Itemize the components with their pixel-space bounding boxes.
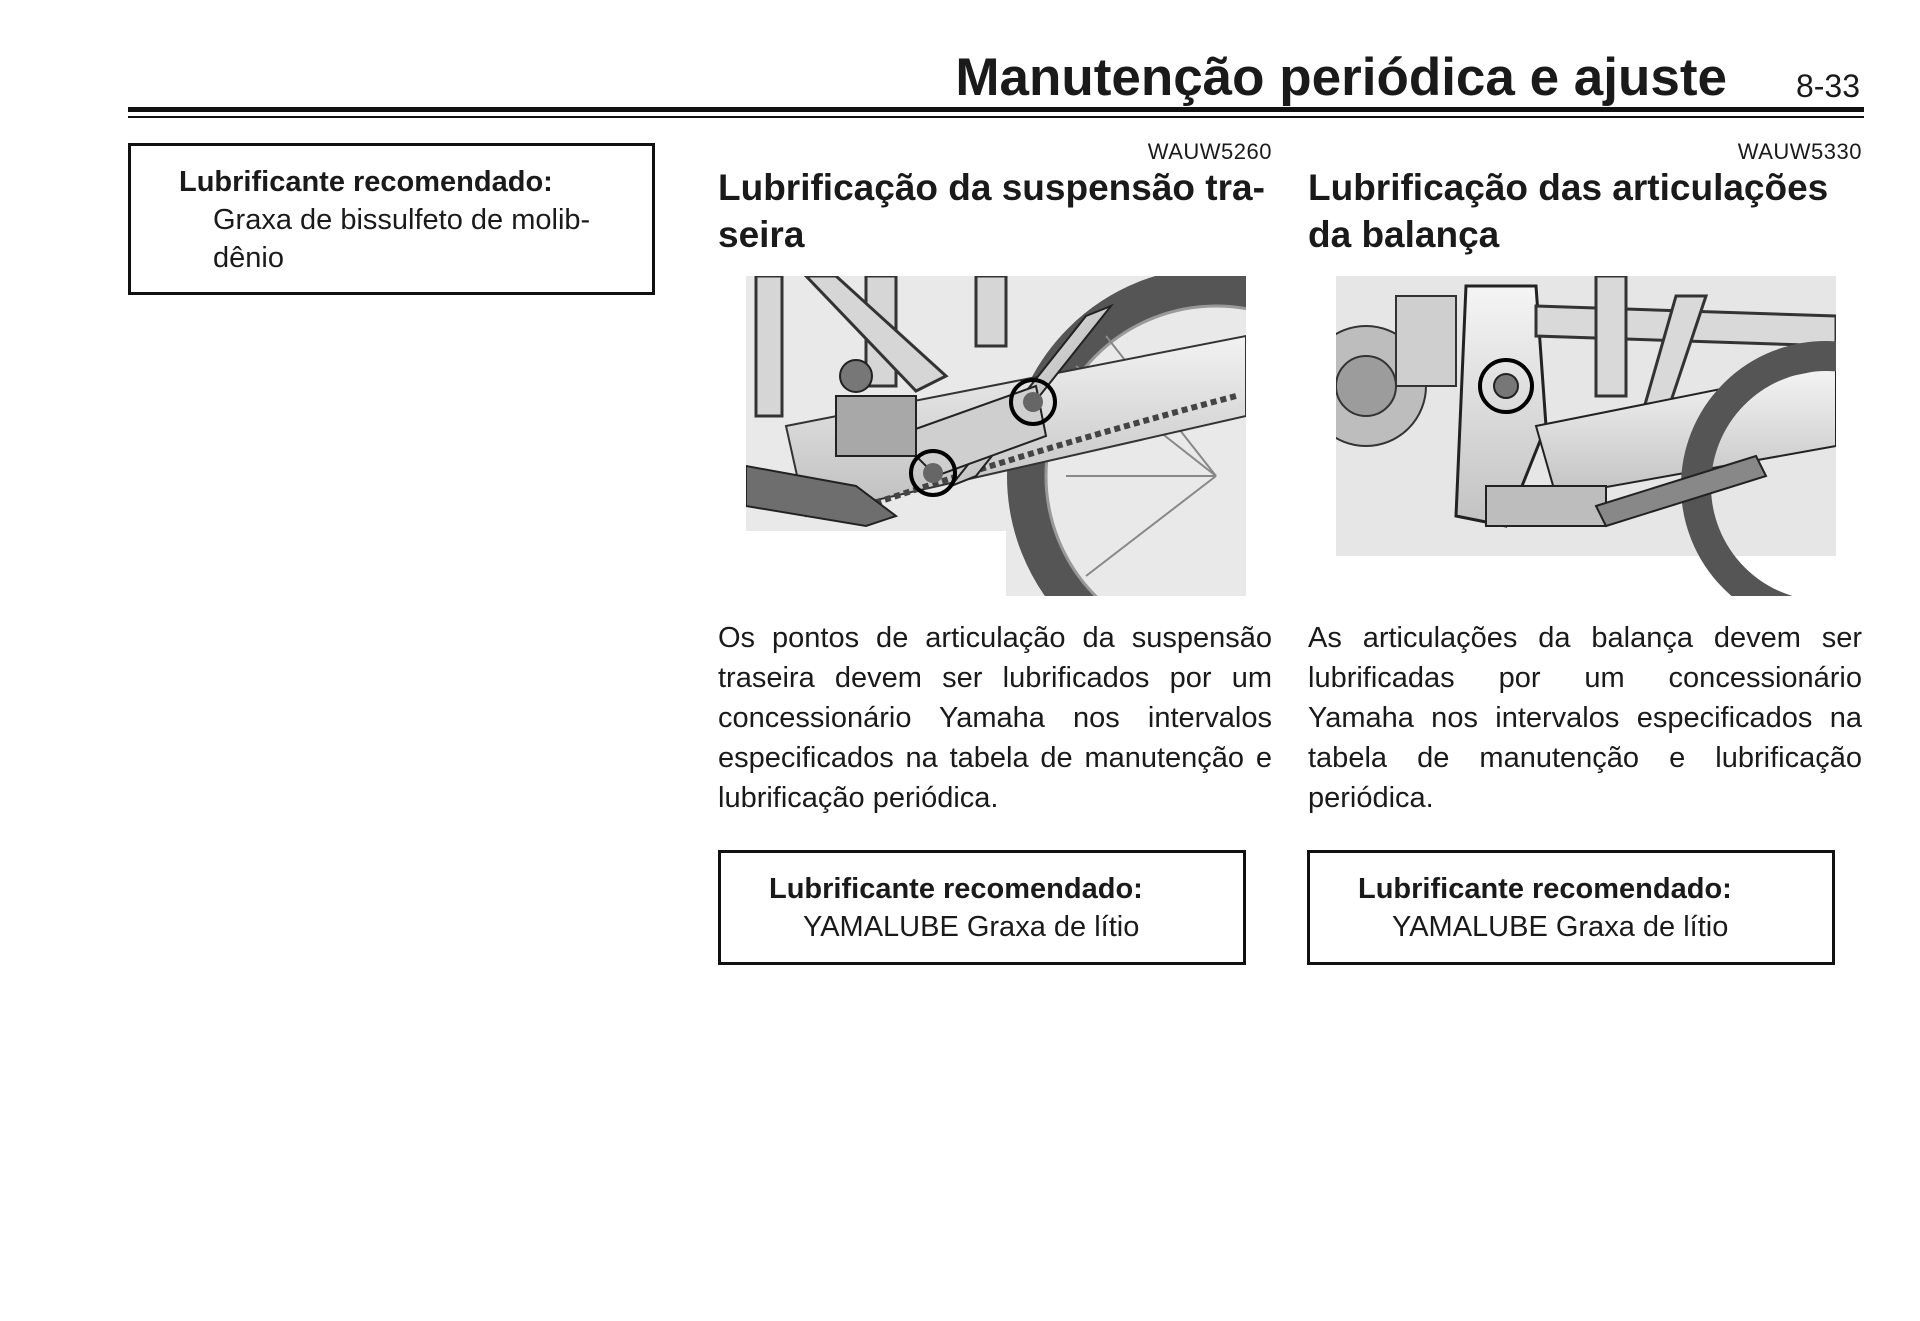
page-title: Manutenção periódica e ajuste (955, 48, 1727, 107)
lubricant-value (179, 201, 613, 277)
lubricant-box-mid (718, 850, 1246, 965)
header-rule-thin (128, 116, 1864, 118)
lubricant-value: YAMALUBE Graxa de lítio (1392, 911, 1729, 943)
section-title (1308, 164, 1862, 258)
section-body: Os pontos de articulação da suspensão traseira devem ser lubrificados por um concessionário Yamaha nos intervalos especificados na tabela de manutenção e lubrificação periódica. (718, 622, 1272, 814)
section-title-line-1: Lubrificação da suspensão tra- (718, 167, 1265, 208)
page-number: 8-33 (1795, 68, 1860, 104)
section-rear-suspension (718, 140, 1272, 818)
rear-suspension-illustration (746, 276, 1246, 596)
lubricant-value-line-1: Graxa de bissulfeto de molib- (213, 204, 591, 236)
lubricant-value: YAMALUBE Graxa de lítio (803, 911, 1140, 943)
section-code: WAUW5260 (1147, 139, 1272, 164)
section-title-line-2: seira (718, 214, 805, 255)
section-swingarm-pivots (1308, 140, 1862, 818)
section-title-line-1: Lubrificação das articulações (1308, 167, 1829, 208)
lubricant-label: Lubrificante recomendado: (1358, 873, 1732, 905)
lubricant-box-right (1307, 850, 1835, 965)
section-body: As articulações da balança devem ser lubrificadas por um concessionário Yamaha nos intervalos especificados na tabela de manutenção e lubrificação periódica. (1308, 622, 1862, 814)
section-title-line-2: da balança (1308, 214, 1500, 255)
section-code: WAUW5330 (1737, 139, 1862, 164)
swingarm-pivot-illustration (1336, 276, 1836, 596)
section-title (718, 164, 1272, 258)
lubricant-label: Lubrificante recomendado: (179, 166, 553, 198)
lubricant-box-left (128, 143, 655, 295)
lubricant-label: Lubrificante recomendado: (769, 873, 1143, 905)
lubricant-value-line-2: dênio (213, 242, 284, 274)
header-rule-thick (128, 107, 1864, 112)
